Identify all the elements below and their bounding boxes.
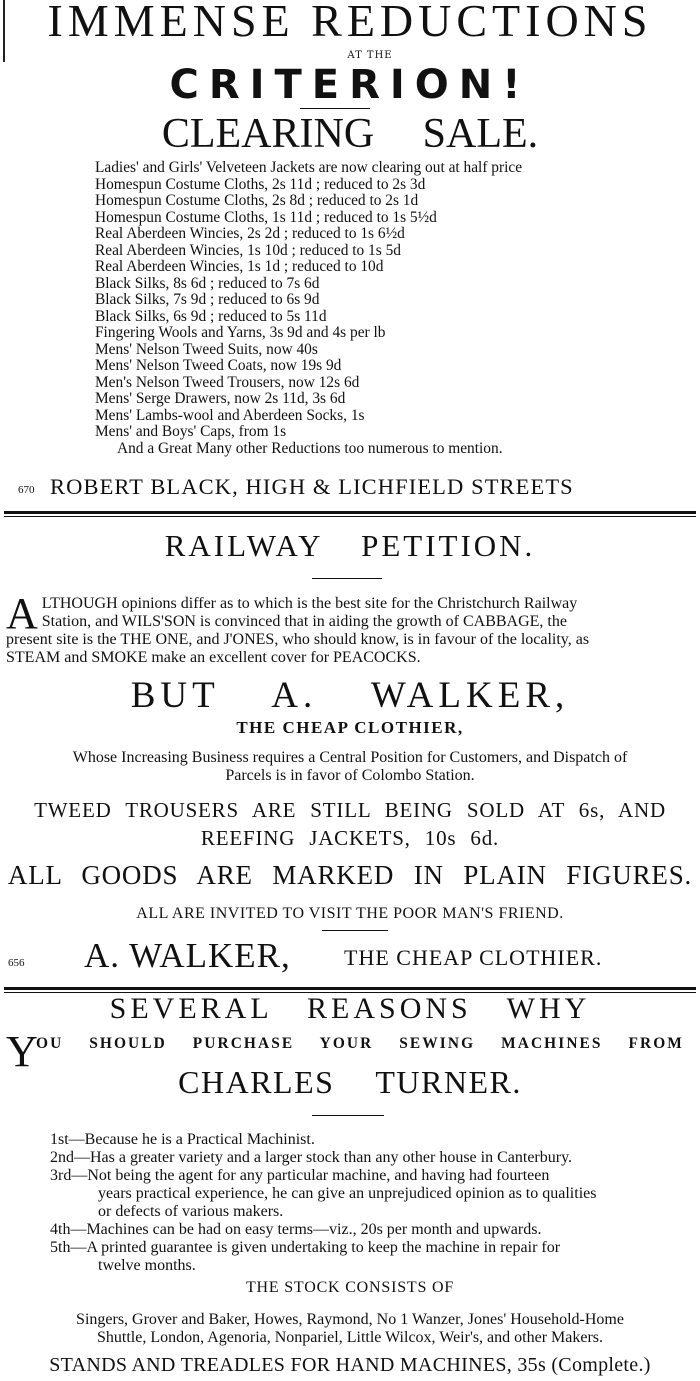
cheap-clothier-subtitle: THE CHEAP CLOTHIER, <box>236 718 464 737</box>
paragraph-line: LTHOUGH opinions differ as to which is the best site for the Christchurch Railway <box>41 595 578 612</box>
walker-name: A. WALKER, <box>84 936 291 975</box>
criterion-address: ROBERT BLACK, HIGH & LICHFIELD STREETS <box>50 474 574 499</box>
list-item: Mens' Nelson Tweed Coats, now 19s 9d <box>95 357 342 374</box>
at-the-label: AT THE <box>347 50 393 61</box>
walker-name-tail: THE CHEAP CLOTHIER. <box>344 945 603 970</box>
ad-number: 656 <box>8 957 25 969</box>
list-item-continued: or defects of various makers. <box>98 1203 284 1220</box>
makers-line-2: Shuttle, London, Agenoria, Nonpariel, Little Wilcox, Weir's, and other Makers. <box>96 1329 604 1346</box>
list-item: Men's Nelson Tweed Trousers, now 12s 6d <box>95 373 360 391</box>
list-item: 2nd—Has a greater variety and a larger stock than any other house in Canterbury. <box>50 1149 573 1166</box>
divider <box>312 578 382 579</box>
railway-petition-title: RAILWAY PETITION. <box>164 528 536 563</box>
divider <box>312 1115 384 1116</box>
paragraph-line: STEAM and SMOKE make an excellent cover for PEACOCKS. <box>6 649 421 666</box>
list-item: Ladies' and Girls' Velveteen Jackets are now clearing out at half price <box>95 159 523 176</box>
clearing-sale-title: CLEARING SALE. <box>161 111 539 157</box>
makers-line-1: Singers, Grover and Baker, Howes, Raymond, No 1 Wanzer, Jones' Household-Home <box>76 1311 624 1328</box>
list-item: Mens' Serge Drawers, now 2s 11d, 3s 6d <box>95 390 346 407</box>
subheading: OU SHOULD PURCHASE YOUR SEWING MACHINES FROM <box>36 1035 684 1052</box>
section-divider <box>4 987 696 990</box>
list-item: 4th—Machines can be had on easy terms—viz., 20s per month and upwards. <box>50 1221 542 1238</box>
paragraph-line: Station, and WILS'SON is convinced that in aiding the growth of CABBAGE, the <box>41 613 567 630</box>
business-line-2: Parcels is in favor of Colombo Station. <box>225 767 475 784</box>
list-item: Mens' Nelson Tweed Suits, now 40s <box>95 340 318 358</box>
list-item: Mens' and Boys' Caps, from 1s <box>95 423 287 440</box>
charles-turner-name: CHARLES TURNER. <box>178 1064 522 1100</box>
business-line-1: Whose Increasing Business requires a Central Position for Customers, and Dispatch of <box>72 749 628 766</box>
list-item: 5th—A printed guarantee is given undertaking to keep the machine in repair for <box>50 1239 561 1256</box>
list-item: Mens' Lambs-wool and Aberdeen Socks, 1s <box>95 406 365 424</box>
list-item: Homespun Costume Cloths, 2s 8d ; reduced to 2s 1d <box>95 192 419 209</box>
list-item: Black Silks, 8s 6d ; reduced to 7s 6d <box>95 274 320 292</box>
list-item: Black Silks, 7s 9d ; reduced to 6s 9d <box>95 291 320 308</box>
list-item: Fingering Wools and Yarns, 3s 9d and 4s per lb <box>95 324 386 341</box>
stands-line: STANDS AND TREADLES FOR HAND MACHINES, 35s (Complete.) <box>49 1354 651 1376</box>
closing-line: And a Great Many other Reductions too numerous to mention. <box>117 439 503 457</box>
section-divider <box>4 511 696 514</box>
list-item: Real Aberdeen Wincies, 2s 2d ; reduced to 1s 6½d <box>95 225 405 242</box>
drop-cap: Y <box>6 1027 38 1076</box>
list-item: Homespun Costume Cloths, 1s 11d ; reduced to 1s 5½d <box>95 208 437 226</box>
drop-cap: A <box>6 589 38 638</box>
list-item: Black Silks, 6s 9d ; reduced to 5s 11d <box>95 307 327 325</box>
section-divider <box>4 516 696 517</box>
tweed-line-2: REEFING JACKETS, 10s 6d. <box>200 826 500 850</box>
stock-heading: THE STOCK CONSISTS OF <box>245 1279 455 1296</box>
list-item-continued: years practical experience, he can give an unprejudiced opinion as to qualities <box>98 1185 597 1202</box>
criterion-headline: IMMENSE REDUCTIONS <box>47 0 653 46</box>
but-walker-line: BUT A. WALKER, <box>130 675 570 716</box>
invite-line: ALL ARE INVITED TO VISIT THE POOR MAN'S FRIEND. <box>136 905 564 922</box>
tweed-line-1: TWEED TROUSERS ARE STILL BEING SOLD AT 6s, AND <box>34 798 666 822</box>
list-item: Real Aberdeen Wincies, 1s 1d ; reduced to 10d <box>95 258 384 275</box>
list-item: 1st—Because he is a Practical Machinist. <box>50 1131 315 1148</box>
sale-items-list <box>95 160 522 457</box>
petition-paragraph <box>6 589 696 667</box>
plain-figures-line: ALL GOODS ARE MARKED IN PLAIN FIGURES. <box>7 860 693 890</box>
divider <box>322 930 388 931</box>
list-item: 3rd—Not being the agent for any particular machine, and having had fourteen <box>50 1167 550 1184</box>
list-item-continued: twelve months. <box>98 1257 196 1274</box>
divider <box>300 108 370 109</box>
ad-number: 670 <box>18 484 35 496</box>
list-item: Real Aberdeen Wincies, 1s 10d ; reduced to 1s 5d <box>95 241 401 259</box>
criterion-store-name: CRITERION! <box>169 62 531 108</box>
list-item: Homespun Costume Cloths, 2s 11d ; reduced to 2s 3d <box>95 175 426 193</box>
several-reasons-heading: SEVERAL REASONS WHY <box>109 992 591 1025</box>
paragraph-line: present site is the THE ONE, and J'ONES, who should know, is in favour of the locality, as <box>6 631 590 648</box>
reasons-list <box>50 1131 692 1275</box>
